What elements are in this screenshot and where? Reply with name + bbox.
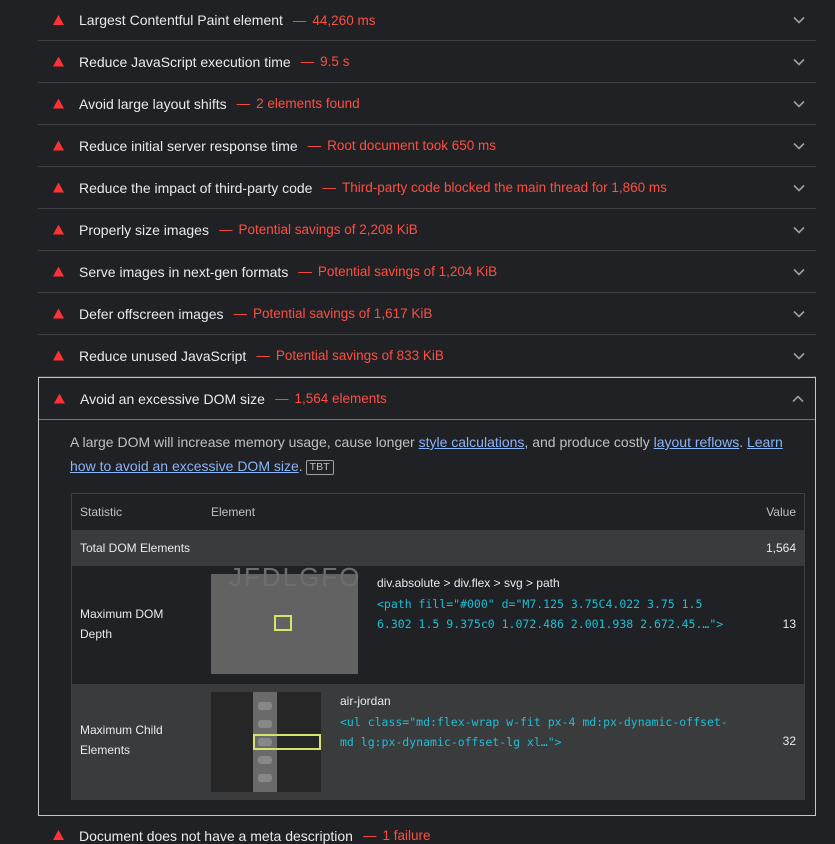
layout-reflows-link[interactable]: layout reflows bbox=[653, 434, 740, 450]
element-highlight-box bbox=[253, 734, 321, 750]
table-row-child-elements bbox=[72, 684, 804, 800]
audit-separator: — bbox=[218, 222, 233, 237]
audit-title: Serve images in next-gen formats bbox=[79, 263, 289, 280]
audit-separator: — bbox=[292, 12, 307, 28]
audit-title: Defer offscreen images bbox=[79, 305, 224, 322]
column-header-value: Value bbox=[766, 505, 796, 519]
statistic-value: 1,564 bbox=[765, 541, 796, 555]
element-screenshot-thumbnail[interactable]: JFDLGFO bbox=[211, 574, 358, 674]
chevron-up-icon[interactable] bbox=[791, 392, 805, 406]
audit-row[interactable] bbox=[38, 83, 816, 125]
audit-display-value: Potential savings of 833 KiB bbox=[275, 348, 444, 363]
element-screenshot-thumbnail[interactable] bbox=[211, 692, 321, 792]
audit-title: Avoid large layout shifts bbox=[79, 95, 227, 112]
audit-display-value: 9.5 s bbox=[320, 54, 350, 69]
audit-row[interactable] bbox=[38, 251, 816, 293]
statistic-label: Maximum DOM Depth bbox=[80, 607, 164, 641]
style-calculations-link[interactable]: style calculations bbox=[418, 434, 525, 450]
fail-triangle-icon bbox=[53, 309, 64, 319]
chevron-down-icon[interactable] bbox=[792, 349, 806, 363]
audit-title: Reduce initial server response time bbox=[79, 137, 298, 154]
fail-triangle-icon bbox=[53, 830, 64, 840]
audit-description: A large DOM will increase memory usage, cause longer style calculations, and produce costly layout reflows. Learn how to avoid an excessive DOM size. TBT bbox=[70, 434, 783, 474]
audit-separator: — bbox=[298, 264, 312, 279]
statistic-label: Total DOM Elements bbox=[80, 541, 191, 555]
fail-triangle-icon bbox=[53, 183, 64, 193]
tbt-badge: TBT bbox=[306, 460, 334, 475]
audit-display-value: 2 elements found bbox=[256, 96, 360, 111]
fail-triangle-icon bbox=[53, 141, 64, 151]
element-highlight-box bbox=[274, 615, 292, 631]
audit-separator: — bbox=[307, 138, 322, 153]
fail-triangle-icon bbox=[53, 225, 64, 235]
fail-triangle-icon bbox=[54, 394, 65, 404]
audit-list bbox=[38, 0, 816, 816]
audit-dom-size-header[interactable] bbox=[39, 378, 815, 420]
fail-triangle-icon bbox=[53, 57, 64, 67]
chevron-down-icon[interactable] bbox=[792, 181, 806, 195]
details-table bbox=[71, 493, 805, 800]
audit-title: Document does not have a meta description bbox=[79, 828, 353, 844]
audit-display-value: 1,564 elements bbox=[294, 391, 387, 406]
fail-triangle-icon bbox=[53, 267, 64, 277]
element-snippet[interactable]: <ul class="md:flex-wrap w-fit px-4 md:px-dynamic-offset- md lg:px-dynamic-offset-lg xl…"> bbox=[340, 715, 728, 749]
audit-row[interactable] bbox=[38, 41, 816, 83]
chevron-down-icon[interactable] bbox=[792, 139, 806, 153]
audit-dom-size-expanded bbox=[38, 377, 816, 816]
audit-title: Reduce unused JavaScript bbox=[79, 347, 247, 364]
audit-title: Reduce JavaScript execution time bbox=[79, 53, 291, 70]
element-snippet[interactable]: <path fill="#000" d="M7.125 3.75C4.022 3.75 1.5 6.302 1.5 9.375c0 1.072.486 2.001.938 2.672.45.…"> bbox=[377, 597, 724, 631]
fail-triangle-icon bbox=[53, 99, 64, 109]
audit-title: Reduce the impact of third-party code bbox=[79, 179, 313, 196]
fail-triangle-icon bbox=[53, 351, 64, 361]
audit-title: Properly size images bbox=[79, 221, 209, 238]
chevron-down-icon[interactable] bbox=[792, 265, 806, 279]
audit-title: Avoid an excessive DOM size bbox=[80, 390, 265, 407]
audit-row[interactable] bbox=[38, 335, 816, 377]
audit-row[interactable] bbox=[38, 293, 816, 335]
audit-display-value: Potential savings of 2,208 KiB bbox=[238, 222, 418, 237]
audit-display-value: Potential savings of 1,617 KiB bbox=[252, 306, 433, 321]
element-selector: air-jordan bbox=[340, 694, 391, 708]
element-selector: div.absolute > div.flex > svg > path bbox=[377, 576, 560, 590]
audit-display-value: 1 failure bbox=[382, 828, 431, 843]
statistic-value: 32 bbox=[782, 734, 796, 748]
chevron-down-icon[interactable] bbox=[792, 55, 806, 69]
table-header bbox=[72, 494, 804, 530]
chevron-down-icon[interactable] bbox=[792, 307, 806, 321]
audit-separator: — bbox=[274, 391, 289, 406]
audit-separator: — bbox=[256, 348, 270, 363]
audit-separator: — bbox=[322, 180, 336, 195]
column-header-element: Element bbox=[211, 505, 256, 519]
learn-more-link[interactable]: Learn how to avoid an excessive DOM size bbox=[70, 434, 783, 474]
table-row-dom-depth bbox=[72, 562, 804, 684]
audit-title: Largest Contentful Paint element bbox=[79, 12, 283, 28]
audit-display-value: Third-party code blocked the main thread for 1,860 ms bbox=[341, 180, 667, 195]
audit-separator: — bbox=[236, 96, 251, 111]
audit-separator: — bbox=[362, 828, 377, 843]
statistic-value: 13 bbox=[782, 617, 796, 631]
audit-row[interactable] bbox=[38, 209, 816, 251]
audit-separator: — bbox=[300, 54, 315, 69]
column-header-statistic: Statistic bbox=[80, 505, 123, 519]
audit-row-meta-description[interactable] bbox=[38, 822, 816, 842]
audit-display-value: Potential savings of 1,204 KiB bbox=[317, 264, 498, 279]
fail-triangle-icon bbox=[53, 15, 64, 25]
audit-row[interactable] bbox=[38, 125, 816, 167]
chevron-down-icon[interactable] bbox=[792, 13, 806, 27]
audit-separator: — bbox=[233, 306, 247, 321]
audit-display-value: 44,260 ms bbox=[312, 12, 376, 28]
statistic-label: Maximum Child Elements bbox=[80, 723, 163, 757]
table-row-total-dom bbox=[72, 530, 804, 566]
chevron-down-icon[interactable] bbox=[792, 223, 806, 237]
audit-row[interactable] bbox=[38, 167, 816, 209]
chevron-down-icon[interactable] bbox=[792, 97, 806, 111]
audit-row[interactable] bbox=[38, 0, 816, 41]
audit-display-value: Root document took 650 ms bbox=[327, 138, 496, 153]
